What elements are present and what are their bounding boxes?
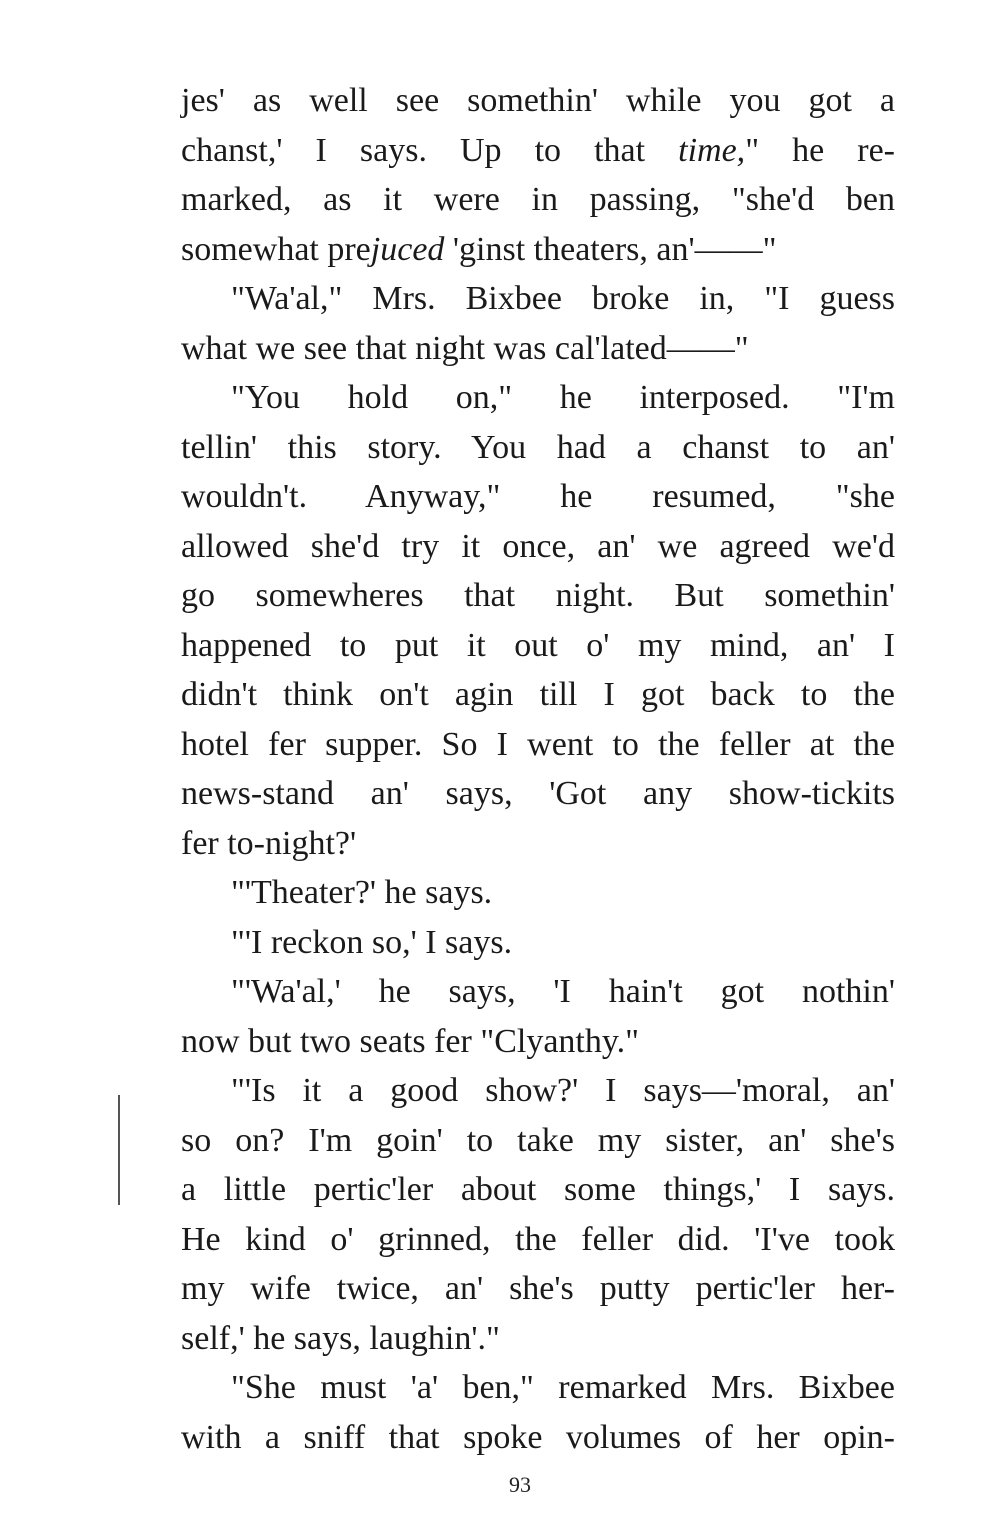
text-line: chanst,' I says. Up to that time," he re- [181,131,895,169]
text-line: fer to-night?' [181,824,357,862]
text-line: news-stand an' says, 'Got any show-tickits [181,775,895,812]
text-line: happened to put it out o' my mind, an' I [181,626,895,664]
text-line: "You hold on," he interposed. "I'm [231,379,895,416]
margin-line-mark [118,1095,120,1205]
text-line: so on? I'm goin' to take my sister, an' she's [181,1121,895,1159]
text-line: "'Is it a good show?' I says—'moral, an' [231,1072,895,1109]
text-line: what we see that night was cal'lated——" [181,329,749,367]
text-line: with a sniff that spoke volumes of her opin- [181,1418,895,1456]
text-line: "'I reckon so,' I says. [231,923,513,961]
text-line: self,' he says, laughin'." [181,1319,500,1357]
text-line: "She must 'a' ben," remarked Mrs. Bixbee [231,1369,895,1406]
body-text [181,76,895,1462]
text-line: somewhat prejuced 'ginst theaters, an'——" [181,230,777,268]
text-line: wouldn't. Anyway," he resumed, "she [181,478,895,515]
text-line: didn't think on't agin till I got back to the [181,676,895,713]
text-line: marked, as it were in passing, "she'd ben [181,181,895,218]
text-line: allowed she'd try it once, an' we agreed we'd [181,527,895,565]
text-line: hotel fer supper. So I went to the feller at the [181,725,895,763]
page-number: 93 [509,1472,531,1497]
text-line: tellin' this story. You had a chanst to an' [181,428,895,466]
text-line: my wife twice, an' she's putty pertic'ler her- [181,1270,895,1307]
text-line: jes' as well see somethin' while you got a [181,82,895,119]
text-line: go somewheres that night. But somethin' [181,577,895,614]
text-line: now but two seats fer "Clyanthy." [181,1022,640,1060]
text-line: a little pertic'ler about some things,' I says. [181,1171,895,1208]
text-line: He kind o' grinned, the feller did. 'I've took [181,1220,895,1258]
text-line: "'Theater?' he says. [231,874,493,911]
text-line: "Wa'al," Mrs. Bixbee broke in, "I guess [231,280,895,317]
text-line: "'Wa'al,' he says, 'I hain't got nothin' [231,973,895,1010]
